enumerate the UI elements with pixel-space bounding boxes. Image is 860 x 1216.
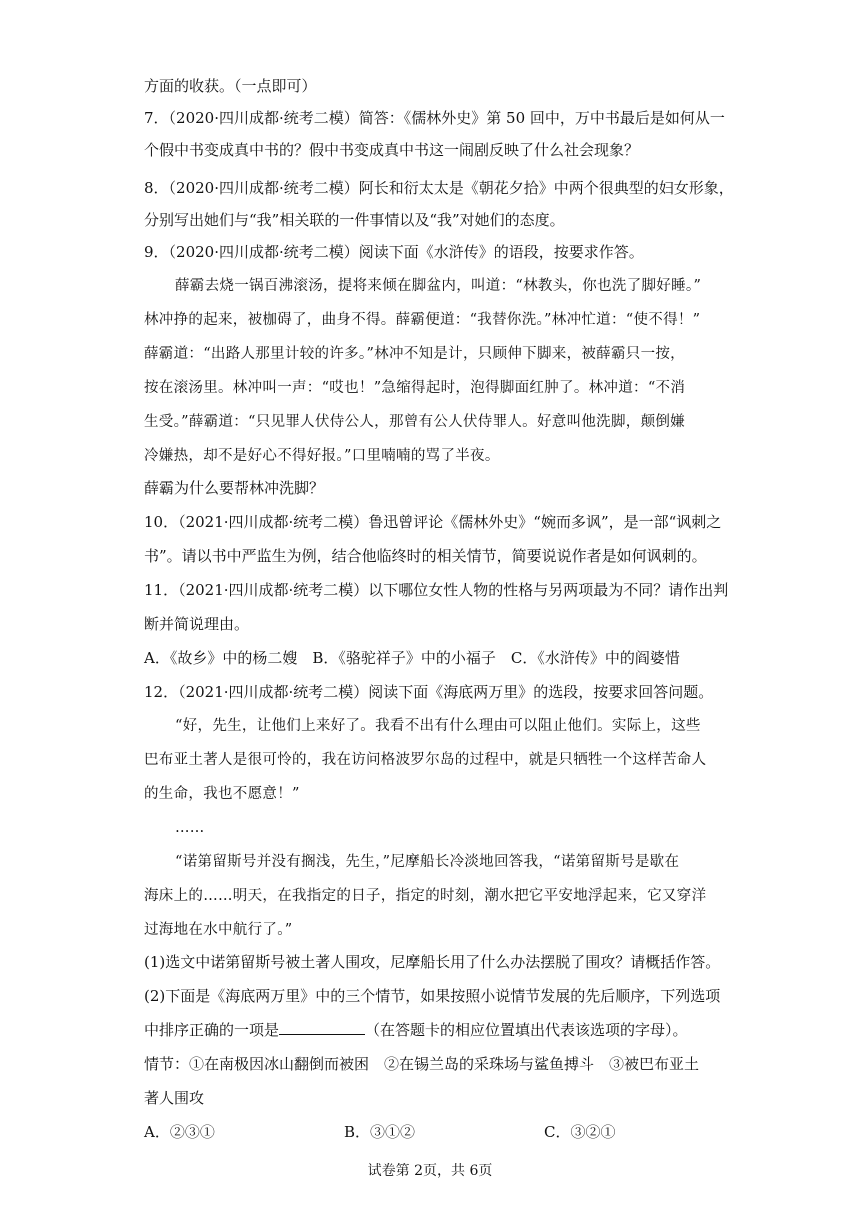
passage-line: 按在滚汤里。林冲叫一声：“哎也！”急缩得起时，泡得脚面红肿了。林冲道：“不消 [144,380,686,396]
passage-line: 过海地在水中航行了。” [144,922,293,938]
text-line: 断并简说理由。 [144,615,250,633]
sub-question: 薛霸为什么要帮林冲洗脚？ [144,479,325,497]
text-line: 个假中书变成真中书的？假中书变成真中书这一闹剧反映了什么社会现象？ [144,141,640,159]
question-9: 9．（2020·四川成都·统考二模）阅读下面《水浒传》的语段，按要求作答。 [144,243,644,261]
passage-line: “好，先生，让他们上来好了。我看不出有什么理由可以阻止他们。实际上，这些 [175,718,701,734]
passage-line: 的生命，我也不愿意！” [144,786,300,802]
passage-line: 薛霸道：“出路人那里计较的许多。”林冲不知是计，只顾伸下脚来，被薛霸只一按， [144,346,685,362]
question-8: 8．（2020·四川成都·统考二模）阿长和衍太太是《朝花夕拾》中两个很典型的妇女形象， [144,179,734,197]
ellipsis: …… [175,820,205,836]
text-segment: （在答题卡的相应位置填出代表该选项的字母）。 [365,1021,688,1039]
question-12: 12．（2021·四川成都·统考二模）阅读下面《海底两万里》的选段，按要求回答问题。 [144,683,714,701]
text-line: 分别写出她们与“我”相关联的一件事情以及“我”对她们的态度。 [144,211,565,229]
sub-question-2: (2)下面是《海底两万里》中的三个情节，如果按照小说情节发展的先后顺序，下列选项 [144,987,721,1005]
text-segment: 中排序正确的一项是 [144,1021,280,1039]
sub-question-1: (1)选文中诺第留斯号被土著人围攻，尼摩船长用了什么办法摆脱了围攻？请概括作答。 [144,953,721,971]
passage-line: 生受。”薛霸道：“只见罪人伏侍公人，那曾有公人伏侍罪人。好意叫他洗脚，颠倒嫌 [144,414,685,430]
text-line: 书”。请以书中严监生为例，结合他临终时的相关情节，简要说说作者是如何讽刺的。 [144,547,707,565]
text-line [144,1020,688,1040]
question-10: 10．（2021·四川成都·统考二模）鲁迅曾评论《儒林外史》“婉而多讽”，是一部“讽刺之 [144,513,722,531]
option-b: B．③①② [344,1123,416,1141]
question-7: 7．（2020·四川成都·统考二模）简答：《儒林外史》第 50 回中，万中书最后是如何从一 [144,109,725,127]
plot-list: 情节：①在南极因冰山翻倒而被困 ②在锡兰岛的采珠场与鲨鱼搏斗 ③被巴布亚土 [144,1055,700,1073]
choice-line: A．《故乡》中的杨二嫂 B．《骆驼祥子》中的小福子 C．《水浒传》中的阎婆惜 [144,649,680,667]
passage-line: “诺第留斯号并没有搁浅，先生，”尼摩船长冷淡地回答我，“诺第留斯号是歇在 [175,854,680,870]
option-c: C．③②① [544,1123,616,1141]
passage-line: 冷嫌热，却不是好心不得好报。”口里喃喃的骂了半夜。 [144,448,500,464]
answer-blank [279,1020,365,1035]
passage-line: 巴布亚土著人是很可怜的，我在访问格波罗尔岛的过程中，就是只牺牲一个这样苦命人 [144,752,707,768]
passage-line: 林冲挣的起来，被枷碍了，曲身不得。薛霸便道：“我替你洗。”林冲忙道：“使不得！” [144,312,701,328]
page-footer: 试卷第 2页，共 6页 [367,1163,493,1179]
text-line: 著人围攻 [144,1089,205,1107]
option-a: A．②③① [144,1123,215,1141]
passage-line: 薛霸去烧一锅百沸滚汤，提将来倾在脚盆内，叫道：“林教头，你也洗了脚好睡。” [175,278,702,294]
passage-line: 海床上的……明天，在我指定的日子，指定的时刻，潮水把它平安地浮起来，它又穿洋 [144,888,707,904]
text-line: 方面的收获。（一点即可） [144,77,317,95]
question-11: 11．（2021·四川成都·统考二模）以下哪位女性人物的性格与另两项最为不同？请作出判 [144,581,729,599]
